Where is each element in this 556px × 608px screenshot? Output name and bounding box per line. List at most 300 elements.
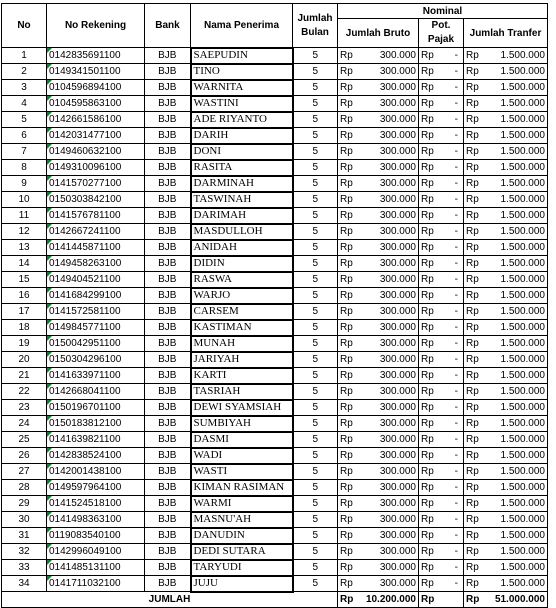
cell-jumlah-bulan[interactable]: 5 — [293, 64, 338, 80]
cell-jumlah-tranfer[interactable] — [464, 416, 548, 432]
cell-jumlah-tranfer[interactable] — [464, 112, 548, 128]
cell-no-rekening[interactable]: 0141485131100 — [47, 560, 145, 576]
cell-jumlah-tranfer[interactable] — [464, 128, 548, 144]
cell-nama-penerima[interactable]: MUNAH — [191, 336, 293, 352]
cell-jumlah-tranfer[interactable] — [464, 384, 548, 400]
cell-no-rekening[interactable]: 0142001438100 — [47, 464, 145, 480]
cell-no[interactable]: 6 — [2, 128, 47, 144]
cell-nama-penerima[interactable]: ANIDAH — [191, 240, 293, 256]
cell-jumlah-tranfer[interactable] — [464, 96, 548, 112]
cell-no-rekening[interactable]: 0142667241100 — [47, 224, 145, 240]
cell-no[interactable]: 7 — [2, 144, 47, 160]
header-nominal[interactable]: Nominal — [338, 4, 548, 19]
cell-bank[interactable]: BJB — [145, 368, 191, 384]
cell-nama-penerima[interactable]: DASMI — [191, 432, 293, 448]
cell-pot-pajak[interactable] — [419, 352, 464, 368]
cell-bank[interactable]: BJB — [145, 304, 191, 320]
cell-pot-pajak[interactable] — [419, 288, 464, 304]
cell-jumlah-bruto[interactable] — [338, 576, 419, 592]
empty-cell — [548, 112, 555, 128]
cell-bank[interactable]: BJB — [145, 192, 191, 208]
cell-no[interactable]: 34 — [2, 576, 47, 592]
total-label[interactable]: JUMLAH — [2, 592, 338, 608]
cell-no[interactable]: 1 — [2, 48, 47, 64]
cell-jumlah-tranfer[interactable] — [464, 320, 548, 336]
cell-jumlah-bruto[interactable] — [338, 96, 419, 112]
cell-pot-pajak[interactable] — [419, 96, 464, 112]
cell-nama-penerima[interactable]: MASNU'AH — [191, 512, 293, 528]
cell-jumlah-tranfer[interactable] — [464, 512, 548, 528]
cell-nama-penerima[interactable]: WASTINI — [191, 96, 293, 112]
cell-nama-penerima[interactable]: CARSEM — [191, 304, 293, 320]
cell-jumlah-bruto[interactable] — [338, 320, 419, 336]
cell-bank[interactable]: BJB — [145, 416, 191, 432]
cell-no[interactable]: 13 — [2, 240, 47, 256]
currency-label: Rp — [466, 98, 479, 109]
spreadsheet-table — [1, 3, 555, 608]
cell-no[interactable]: 8 — [2, 160, 47, 176]
cell-bank[interactable]: BJB — [145, 144, 191, 160]
cell-jumlah-bulan[interactable]: 5 — [293, 352, 338, 368]
cell-pot-pajak[interactable] — [419, 80, 464, 96]
cell-jumlah-bruto[interactable] — [338, 544, 419, 560]
cell-jumlah-bruto[interactable] — [338, 128, 419, 144]
cell-nama-penerima[interactable]: RASWA — [191, 272, 293, 288]
cell-jumlah-tranfer[interactable] — [464, 352, 548, 368]
cell-no-rekening[interactable]: 0142031477100 — [47, 128, 145, 144]
cell-nama-penerima[interactable]: DANUDIN — [191, 528, 293, 544]
cell-bank[interactable]: BJB — [145, 432, 191, 448]
cell-jumlah-bulan[interactable]: 5 — [293, 80, 338, 96]
cell-nama-penerima[interactable]: SAEPUDIN — [191, 48, 293, 64]
cell-jumlah-bruto[interactable] — [338, 368, 419, 384]
pajak-value: - — [454, 258, 458, 269]
cell-nama-penerima[interactable]: KIMAN RASIMAN — [191, 480, 293, 496]
cell-pot-pajak[interactable] — [419, 64, 464, 80]
cell-jumlah-bruto[interactable] — [338, 352, 419, 368]
cell-bank[interactable]: BJB — [145, 528, 191, 544]
pajak-value: - — [454, 530, 458, 541]
cell-no-rekening[interactable]: 0141498363100 — [47, 512, 145, 528]
cell-bank[interactable]: BJB — [145, 576, 191, 592]
cell-no[interactable]: 20 — [2, 352, 47, 368]
cell-no[interactable]: 18 — [2, 320, 47, 336]
cell-bank[interactable]: BJB — [145, 336, 191, 352]
cell-no-rekening[interactable]: 0142668041100 — [47, 384, 145, 400]
cell-no-rekening[interactable]: 0141576781100 — [47, 208, 145, 224]
cell-no-rekening[interactable]: 0149341501100 — [47, 64, 145, 80]
cell-no[interactable]: 2 — [2, 64, 47, 80]
table-row — [2, 352, 555, 368]
cell-nama-penerima[interactable]: WARJO — [191, 288, 293, 304]
cell-pot-pajak[interactable] — [419, 432, 464, 448]
cell-bank[interactable]: BJB — [145, 496, 191, 512]
cell-pot-pajak[interactable] — [419, 256, 464, 272]
bruto-value: 300.000 — [379, 258, 416, 269]
header-pot-pajak[interactable]: Pot. Pajak — [419, 19, 464, 48]
cell-jumlah-bulan[interactable]: 5 — [293, 112, 338, 128]
cell-jumlah-bulan[interactable]: 5 — [293, 560, 338, 576]
cell-jumlah-tranfer[interactable] — [464, 496, 548, 512]
cell-no-rekening[interactable]: 0142661586100 — [47, 112, 145, 128]
cell-no-rekening[interactable]: 0150304296100 — [47, 352, 145, 368]
cell-no[interactable]: 4 — [2, 96, 47, 112]
cell-no[interactable]: 27 — [2, 464, 47, 480]
cell-bank[interactable]: BJB — [145, 256, 191, 272]
cell-jumlah-bulan[interactable]: 5 — [293, 192, 338, 208]
cell-jumlah-bruto[interactable] — [338, 224, 419, 240]
table-row — [2, 272, 555, 288]
cell-pot-pajak[interactable] — [419, 576, 464, 592]
cell-bank[interactable]: BJB — [145, 240, 191, 256]
cell-no-rekening[interactable]: 0141445871100 — [47, 240, 145, 256]
cell-no[interactable]: 5 — [2, 112, 47, 128]
cell-jumlah-bulan[interactable]: 5 — [293, 320, 338, 336]
cell-jumlah-bruto[interactable] — [338, 528, 419, 544]
cell-jumlah-bulan[interactable]: 5 — [293, 416, 338, 432]
cell-no[interactable]: 21 — [2, 368, 47, 384]
cell-pot-pajak[interactable] — [419, 240, 464, 256]
cell-jumlah-bulan[interactable]: 5 — [293, 176, 338, 192]
cell-jumlah-bruto[interactable] — [338, 432, 419, 448]
cell-pot-pajak[interactable] — [419, 464, 464, 480]
cell-jumlah-tranfer[interactable] — [464, 272, 548, 288]
cell-bank[interactable]: BJB — [145, 176, 191, 192]
cell-jumlah-bulan[interactable]: 5 — [293, 304, 338, 320]
cell-no[interactable]: 11 — [2, 208, 47, 224]
cell-nama-penerima[interactable]: DARMINAH — [191, 176, 293, 192]
cell-jumlah-bruto[interactable] — [338, 480, 419, 496]
currency-label: Rp — [421, 178, 434, 189]
cell-jumlah-tranfer[interactable] — [464, 368, 548, 384]
cell-jumlah-bruto[interactable] — [338, 512, 419, 528]
cell-no-rekening[interactable]: 0149458263100 — [47, 256, 145, 272]
cell-jumlah-bruto[interactable] — [338, 48, 419, 64]
cell-no[interactable]: 22 — [2, 384, 47, 400]
cell-no-rekening[interactable]: 0119083540100 — [47, 528, 145, 544]
cell-jumlah-tranfer[interactable] — [464, 544, 548, 560]
total-pajak-cell[interactable] — [419, 592, 464, 608]
cell-pot-pajak[interactable] — [419, 160, 464, 176]
bruto-value: 300.000 — [379, 386, 416, 397]
cell-pot-pajak[interactable] — [419, 560, 464, 576]
cell-jumlah-bruto[interactable] — [338, 144, 419, 160]
cell-jumlah-tranfer[interactable] — [464, 528, 548, 544]
cell-nama-penerima[interactable]: KASTIMAN — [191, 320, 293, 336]
cell-jumlah-bruto[interactable] — [338, 256, 419, 272]
cell-jumlah-bulan[interactable]: 5 — [293, 336, 338, 352]
cell-nama-penerima[interactable]: WASTI — [191, 464, 293, 480]
cell-pot-pajak[interactable] — [419, 320, 464, 336]
total-tranfer-cell[interactable] — [464, 592, 548, 608]
cell-jumlah-tranfer[interactable] — [464, 224, 548, 240]
cell-nama-penerima[interactable]: TASWINAH — [191, 192, 293, 208]
cell-jumlah-bruto[interactable] — [338, 416, 419, 432]
cell-jumlah-tranfer[interactable] — [464, 288, 548, 304]
cell-jumlah-tranfer[interactable] — [464, 336, 548, 352]
cell-nama-penerima[interactable]: TASRIAH — [191, 384, 293, 400]
cell-no-rekening[interactable]: 0141572581100 — [47, 304, 145, 320]
cell-jumlah-tranfer[interactable] — [464, 144, 548, 160]
cell-pot-pajak[interactable] — [419, 400, 464, 416]
cell-no-rekening[interactable]: 0149404521100 — [47, 272, 145, 288]
cell-jumlah-bruto[interactable] — [338, 112, 419, 128]
cell-no[interactable]: 16 — [2, 288, 47, 304]
cell-nama-penerima[interactable]: WADI — [191, 448, 293, 464]
cell-no-rekening[interactable]: 0149310096100 — [47, 160, 145, 176]
header-nama-penerima[interactable]: Nama Penerima — [191, 4, 293, 48]
cell-pot-pajak[interactable] — [419, 272, 464, 288]
cell-jumlah-bruto[interactable] — [338, 160, 419, 176]
cell-jumlah-bruto[interactable] — [338, 208, 419, 224]
cell-jumlah-bruto[interactable] — [338, 176, 419, 192]
cell-nama-penerima[interactable]: JARIYAH — [191, 352, 293, 368]
cell-jumlah-bulan[interactable]: 5 — [293, 224, 338, 240]
cell-bank[interactable]: BJB — [145, 48, 191, 64]
cell-jumlah-bulan[interactable]: 5 — [293, 96, 338, 112]
cell-jumlah-bulan[interactable]: 5 — [293, 384, 338, 400]
cell-nama-penerima[interactable]: DARIH — [191, 128, 293, 144]
cell-bank[interactable]: BJB — [145, 224, 191, 240]
cell-no-rekening[interactable]: 0149845771100 — [47, 320, 145, 336]
cell-bank[interactable]: BJB — [145, 464, 191, 480]
cell-jumlah-bulan[interactable]: 5 — [293, 256, 338, 272]
cell-jumlah-bulan[interactable]: 5 — [293, 576, 338, 592]
cell-no-rekening[interactable]: 0149597964100 — [47, 480, 145, 496]
cell-bank[interactable]: BJB — [145, 112, 191, 128]
cell-bank[interactable]: BJB — [145, 400, 191, 416]
cell-bank[interactable]: BJB — [145, 480, 191, 496]
cell-jumlah-tranfer[interactable] — [464, 64, 548, 80]
cell-jumlah-bulan[interactable]: 5 — [293, 480, 338, 496]
cell-bank[interactable]: BJB — [145, 64, 191, 80]
cell-no-rekening[interactable]: 0141639821100 — [47, 432, 145, 448]
cell-no[interactable]: 32 — [2, 544, 47, 560]
cell-no-rekening[interactable]: 0150303842100 — [47, 192, 145, 208]
cell-jumlah-bruto[interactable] — [338, 288, 419, 304]
cell-no[interactable]: 9 — [2, 176, 47, 192]
cell-jumlah-tranfer[interactable] — [464, 560, 548, 576]
cell-jumlah-bulan[interactable]: 5 — [293, 464, 338, 480]
cell-nama-penerima[interactable]: WARMI — [191, 496, 293, 512]
cell-bank[interactable]: BJB — [145, 320, 191, 336]
header-no[interactable]: No — [2, 4, 47, 48]
cell-pot-pajak[interactable] — [419, 48, 464, 64]
cell-no-rekening[interactable]: 0104596894100 — [47, 80, 145, 96]
cell-jumlah-tranfer[interactable] — [464, 576, 548, 592]
cell-jumlah-tranfer[interactable] — [464, 400, 548, 416]
cell-no[interactable]: 3 — [2, 80, 47, 96]
cell-jumlah-tranfer[interactable] — [464, 48, 548, 64]
cell-no[interactable]: 12 — [2, 224, 47, 240]
cell-no[interactable]: 15 — [2, 272, 47, 288]
cell-jumlah-bulan[interactable]: 5 — [293, 528, 338, 544]
currency-label: Rp — [340, 82, 353, 93]
cell-no[interactable]: 25 — [2, 432, 47, 448]
cell-jumlah-tranfer[interactable] — [464, 480, 548, 496]
cell-jumlah-bulan[interactable]: 5 — [293, 400, 338, 416]
header-no-rekening[interactable]: No Rekening — [47, 4, 145, 48]
cell-nama-penerima[interactable]: DARIMAH — [191, 208, 293, 224]
cell-no[interactable]: 29 — [2, 496, 47, 512]
cell-jumlah-tranfer[interactable] — [464, 240, 548, 256]
cell-pot-pajak[interactable] — [419, 336, 464, 352]
cell-jumlah-bruto[interactable] — [338, 384, 419, 400]
cell-jumlah-bulan[interactable]: 5 — [293, 544, 338, 560]
cell-bank[interactable]: BJB — [145, 384, 191, 400]
cell-no-rekening[interactable]: 0142996049100 — [47, 544, 145, 560]
cell-pot-pajak[interactable] — [419, 192, 464, 208]
cell-jumlah-tranfer[interactable] — [464, 304, 548, 320]
cell-bank[interactable]: BJB — [145, 288, 191, 304]
cell-jumlah-bulan[interactable]: 5 — [293, 272, 338, 288]
cell-nama-penerima[interactable]: DIDIN — [191, 256, 293, 272]
tranfer-value: 1.500.000 — [500, 130, 545, 141]
cell-bank[interactable]: BJB — [145, 512, 191, 528]
cell-jumlah-bruto[interactable] — [338, 304, 419, 320]
cell-jumlah-tranfer[interactable] — [464, 432, 548, 448]
cell-jumlah-bruto[interactable] — [338, 400, 419, 416]
cell-no[interactable]: 26 — [2, 448, 47, 464]
cell-pot-pajak[interactable] — [419, 176, 464, 192]
cell-jumlah-bulan[interactable]: 5 — [293, 512, 338, 528]
cell-pot-pajak[interactable] — [419, 112, 464, 128]
cell-nama-penerima[interactable]: TINO — [191, 64, 293, 80]
cell-no[interactable]: 30 — [2, 512, 47, 528]
cell-jumlah-tranfer[interactable] — [464, 448, 548, 464]
cell-no[interactable]: 10 — [2, 192, 47, 208]
cell-pot-pajak[interactable] — [419, 416, 464, 432]
cell-jumlah-bruto[interactable] — [338, 272, 419, 288]
cell-jumlah-tranfer[interactable] — [464, 176, 548, 192]
cell-no[interactable]: 28 — [2, 480, 47, 496]
cell-no[interactable]: 24 — [2, 416, 47, 432]
cell-nama-penerima[interactable]: RASITA — [191, 160, 293, 176]
cell-no-rekening[interactable]: 0142838524100 — [47, 448, 145, 464]
cell-bank[interactable]: BJB — [145, 80, 191, 96]
cell-jumlah-bruto[interactable] — [338, 496, 419, 512]
cell-jumlah-bulan[interactable]: 5 — [293, 448, 338, 464]
cell-bank[interactable]: BJB — [145, 160, 191, 176]
cell-no-rekening[interactable]: 0141570277100 — [47, 176, 145, 192]
header-jumlah-tranfer[interactable]: Jumlah Tranfer — [464, 19, 548, 48]
header-bank[interactable]: Bank — [145, 4, 191, 48]
cell-jumlah-bulan[interactable]: 5 — [293, 288, 338, 304]
cell-bank[interactable]: BJB — [145, 544, 191, 560]
header-jumlah-bruto[interactable]: Jumlah Bruto — [338, 19, 419, 48]
cell-pot-pajak[interactable] — [419, 544, 464, 560]
cell-pot-pajak[interactable] — [419, 448, 464, 464]
header-jumlah-bulan[interactable]: Jumlah Bulan — [293, 4, 338, 48]
cell-jumlah-bruto[interactable] — [338, 448, 419, 464]
cell-nama-penerima[interactable]: JUJU — [191, 576, 293, 592]
cell-no[interactable]: 17 — [2, 304, 47, 320]
cell-no-rekening[interactable]: 0141524518100 — [47, 496, 145, 512]
cell-pot-pajak[interactable] — [419, 480, 464, 496]
cell-jumlah-tranfer[interactable] — [464, 160, 548, 176]
cell-nama-penerima[interactable]: DEWI SYAMSIAH — [191, 400, 293, 416]
cell-nama-penerima[interactable]: DEDI SUTARA — [191, 544, 293, 560]
cell-bank[interactable]: BJB — [145, 448, 191, 464]
cell-jumlah-bruto[interactable] — [338, 80, 419, 96]
cell-no[interactable]: 23 — [2, 400, 47, 416]
cell-no-rekening[interactable]: 0142835691100 — [47, 48, 145, 64]
cell-jumlah-bruto[interactable] — [338, 464, 419, 480]
cell-pot-pajak[interactable] — [419, 224, 464, 240]
cell-jumlah-bruto[interactable] — [338, 192, 419, 208]
cell-jumlah-bruto[interactable] — [338, 240, 419, 256]
cell-nama-penerima[interactable]: MASDULLOH — [191, 224, 293, 240]
cell-no[interactable]: 31 — [2, 528, 47, 544]
cell-no-rekening[interactable]: 0150042951100 — [47, 336, 145, 352]
cell-jumlah-bulan[interactable]: 5 — [293, 48, 338, 64]
cell-jumlah-tranfer[interactable] — [464, 192, 548, 208]
cell-jumlah-tranfer[interactable] — [464, 80, 548, 96]
cell-nama-penerima[interactable]: TARYUDI — [191, 560, 293, 576]
cell-pot-pajak[interactable] — [419, 512, 464, 528]
cell-nama-penerima[interactable]: SUMBIYAH — [191, 416, 293, 432]
cell-pot-pajak[interactable] — [419, 384, 464, 400]
cell-jumlah-bulan[interactable]: 5 — [293, 128, 338, 144]
cell-jumlah-bruto[interactable] — [338, 560, 419, 576]
bruto-value: 300.000 — [379, 482, 416, 493]
cell-no[interactable]: 33 — [2, 560, 47, 576]
cell-bank[interactable]: BJB — [145, 272, 191, 288]
cell-nama-penerima[interactable]: KARTI — [191, 368, 293, 384]
cell-jumlah-bulan[interactable]: 5 — [293, 432, 338, 448]
cell-pot-pajak[interactable] — [419, 368, 464, 384]
cell-jumlah-bulan[interactable]: 5 — [293, 144, 338, 160]
cell-jumlah-tranfer[interactable] — [464, 464, 548, 480]
cell-jumlah-bulan[interactable]: 5 — [293, 160, 338, 176]
cell-jumlah-bruto[interactable] — [338, 336, 419, 352]
cell-no-rekening[interactable]: 0150183812100 — [47, 416, 145, 432]
cell-bank[interactable]: BJB — [145, 560, 191, 576]
cell-no-rekening[interactable]: 0104595863100 — [47, 96, 145, 112]
bruto-value: 300.000 — [379, 194, 416, 205]
cell-jumlah-bulan[interactable]: 5 — [293, 496, 338, 512]
cell-bank[interactable]: BJB — [145, 208, 191, 224]
pajak-value: - — [454, 274, 458, 285]
cell-jumlah-tranfer[interactable] — [464, 256, 548, 272]
cell-no-rekening[interactable]: 0150196701100 — [47, 400, 145, 416]
cell-bank[interactable]: BJB — [145, 96, 191, 112]
cell-jumlah-tranfer[interactable] — [464, 208, 548, 224]
cell-pot-pajak[interactable] — [419, 128, 464, 144]
cell-jumlah-bruto[interactable] — [338, 64, 419, 80]
cell-bank[interactable]: BJB — [145, 128, 191, 144]
cell-pot-pajak[interactable] — [419, 144, 464, 160]
cell-nama-penerima[interactable]: WARNITA — [191, 80, 293, 96]
cell-nama-penerima[interactable]: DONI — [191, 144, 293, 160]
total-bruto-cell[interactable] — [338, 592, 419, 608]
cell-no-rekening[interactable]: 0141684299100 — [47, 288, 145, 304]
cell-no-rekening[interactable]: 0141711032100 — [47, 576, 145, 592]
cell-jumlah-bulan[interactable]: 5 — [293, 368, 338, 384]
cell-nama-penerima[interactable]: ADE RIYANTO — [191, 112, 293, 128]
cell-no-rekening[interactable]: 0141633971100 — [47, 368, 145, 384]
cell-pot-pajak[interactable] — [419, 304, 464, 320]
cell-pot-pajak[interactable] — [419, 208, 464, 224]
cell-bank[interactable]: BJB — [145, 352, 191, 368]
cell-no[interactable]: 14 — [2, 256, 47, 272]
cell-no[interactable]: 19 — [2, 336, 47, 352]
cell-no-rekening[interactable]: 0149460632100 — [47, 144, 145, 160]
cell-pot-pajak[interactable] — [419, 528, 464, 544]
cell-jumlah-bulan[interactable]: 5 — [293, 208, 338, 224]
cell-jumlah-bulan[interactable]: 5 — [293, 240, 338, 256]
cell-pot-pajak[interactable] — [419, 496, 464, 512]
